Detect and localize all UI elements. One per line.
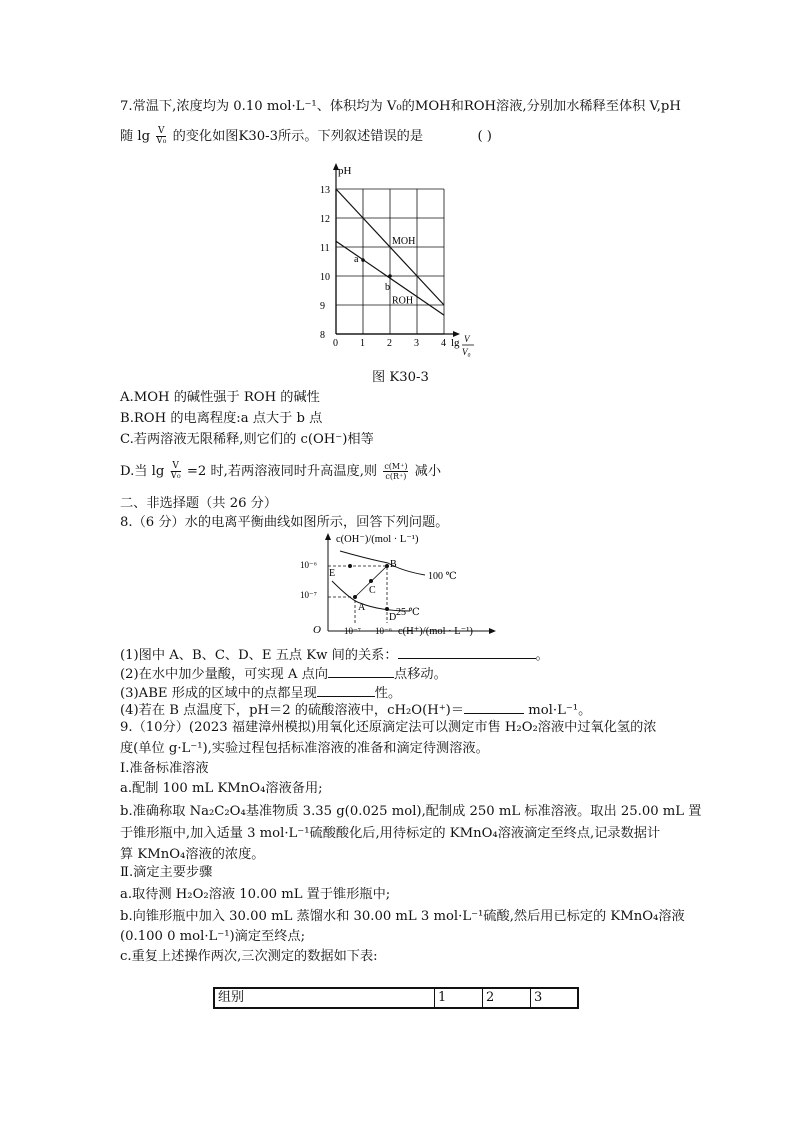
chart-water-ionization <box>300 531 500 643</box>
x-axis-label-V0: V₀ <box>462 347 471 357</box>
answer-blank[interactable] <box>317 683 375 697</box>
point-a <box>361 258 365 262</box>
table-header-2: 2 <box>483 989 531 1007</box>
answer-blank[interactable] <box>328 664 394 678</box>
y-tick-label: 11 <box>320 243 330 254</box>
option-b: B.ROH 的电离程度:a 点大于 b 点 <box>120 411 323 426</box>
table-header-group: 组别 <box>215 989 435 1007</box>
y-tick-1e-6: 10⁻⁶ <box>300 560 317 570</box>
x-tick-1e-6: 10⁻⁶ <box>375 626 392 636</box>
option-a: A.MOH 的碱性强于 ROH 的碱性 <box>120 390 320 405</box>
q8-part2: (2)在水中加少量酸，可实现 A 点向 点移动。 <box>120 664 447 684</box>
y-tick-label: 8 <box>320 330 325 341</box>
table-header-3: 3 <box>534 990 543 1005</box>
chart-tick-labels <box>320 185 446 349</box>
x-axis-label-lg: lg <box>451 337 460 349</box>
table-header-1: 1 <box>435 989 483 1007</box>
x-tick-label: 2 <box>387 338 392 349</box>
q9-line1: 9.（10分）(2023 福建漳州模拟)用氧化还原滴定法可以测定市售 H₂O₂溶液中过氧化氢的浓 <box>120 720 657 735</box>
q9-step-b1-2: 于锥形瓶中,加入适量 3 mol·L⁻¹硫酸酸化后,用待标定的 KMnO₄溶液滴定至终点,记录数据计 <box>120 826 661 841</box>
option-c: C.若两溶液无限稀释,则它们的 c(OH⁻)相等 <box>120 432 374 447</box>
q9-step-b1-1: b.准确称取 Na₂C₂O₄基准物质 3.35 g(0.025 mol),配制成 250 mL 标准溶液。取出 25.00 mL 置 <box>120 804 702 819</box>
origin-label: O <box>313 624 321 636</box>
q8-part4: (4)若在 B 点温度下，pH＝2 的硫酸溶液中，cH₂O(H⁺)＝ mol·L⁻¹。 <box>120 700 591 720</box>
point-E: E <box>329 568 336 579</box>
q9-step-b2-1: b.向锥形瓶中加入 30.00 mL 蒸馏水和 30.00 mL 3 mol·L⁻¹硫酸,然后用已标定的 KMnO₄溶液 <box>120 909 685 924</box>
answer-paren: ( ) <box>477 129 492 144</box>
series-label-MOH: MOH <box>392 236 416 248</box>
q9-step-b2-2: (0.100 0 mol·L⁻¹)滴定至终点; <box>120 929 306 944</box>
y-tick-label: 9 <box>320 301 325 312</box>
curve-25C-label: 25 ℃ <box>396 607 420 618</box>
option-d: D.当 lg $\frac{V}{\text{V₀}}$ =2 时,若两溶液同时升高温度,则 $\frac{c(M^+)}{c(R^+)}$ 减小 <box>120 461 442 481</box>
q8-part1: (1)图中 A、B、C、D、E 五点 Kw 间的关系： 。 <box>120 645 549 665</box>
q9-step-a1: a.配制 100 mL KMnO₄溶液备用; <box>120 781 323 796</box>
point-C: C <box>369 585 376 596</box>
q9-step-c2: c.重复上述操作两次,三次测定的数据如下表: <box>120 949 378 964</box>
y-tick-1e-7: 10⁻⁷ <box>300 590 317 600</box>
x-tick-label: 0 <box>333 338 338 349</box>
point-label-b: b <box>385 282 390 293</box>
point-B: B <box>390 559 397 570</box>
figure-caption: 图 K30-3 <box>372 370 429 385</box>
q8-intro: 8.（6 分）水的电离平衡曲线如图所示，回答下列问题。 <box>120 515 449 530</box>
curve-100C-label: 100 ℃ <box>428 571 457 582</box>
point-D: D <box>389 612 397 623</box>
y-axis-label: c(OH⁻)/(mol · L⁻¹) <box>336 534 419 545</box>
q8-part3: (3)ABE 形成的区域中的点都呈现 性。 <box>120 683 401 703</box>
series-label-ROH: ROH <box>392 295 414 307</box>
chart-points <box>354 254 392 293</box>
q7-stem-line2: 随 lg $\frac{V}{\text{V₀}}$ 的变化如图K30-3所示。下列叙述错误的是 ( ) <box>120 126 492 146</box>
data-table <box>213 987 579 1009</box>
answer-blank[interactable] <box>398 645 536 659</box>
y-axis-label: pH <box>338 165 352 177</box>
y-tick-label: 13 <box>320 185 330 196</box>
answer-blank[interactable] <box>464 700 524 714</box>
chart-pH-vs-dilution <box>318 162 478 362</box>
x-tick-label: 4 <box>441 338 446 349</box>
x-tick-label: 3 <box>414 338 419 349</box>
curve-100C <box>340 551 425 575</box>
lg-fraction: $\frac{V}{\text{V₀}}$ <box>156 126 167 146</box>
q9-step-b1-3: 算 KMnO₄溶液的浓度。 <box>120 847 265 862</box>
q9-section1: Ⅰ.准备标准溶液 <box>120 761 209 776</box>
section-2-title: 二、非选择题（共 26 分） <box>120 496 278 511</box>
q9-line2: 度(单位 g·L⁻¹),实验过程包括标准溶液的准备和滴定待测溶液。 <box>120 741 489 756</box>
x-tick-label: 1 <box>360 338 365 349</box>
q9-step-a2: a.取待测 H₂O₂溶液 10.00 mL 置于锥形瓶中; <box>120 887 391 902</box>
x-axis-label: c(H⁺)/(mol · L⁻¹) <box>398 626 473 637</box>
x-tick-1e-7: 10⁻⁷ <box>344 626 361 636</box>
point-b <box>388 274 392 278</box>
q9-section2: Ⅱ.滴定主要步骤 <box>120 865 213 880</box>
y-tick-label: 10 <box>320 272 330 283</box>
point-A: A <box>358 602 366 613</box>
x-axis-label-V: V <box>464 334 470 344</box>
chart-grid <box>336 189 444 334</box>
q7-stem-line1: 7.常温下,浓度均为 0.10 mol·L⁻¹、体积均为 V₀的MOH和ROH溶液,分别加水稀释至体积 V,pH <box>120 99 681 114</box>
point-label-a: a <box>354 254 359 266</box>
y-tick-label: 12 <box>320 214 330 225</box>
